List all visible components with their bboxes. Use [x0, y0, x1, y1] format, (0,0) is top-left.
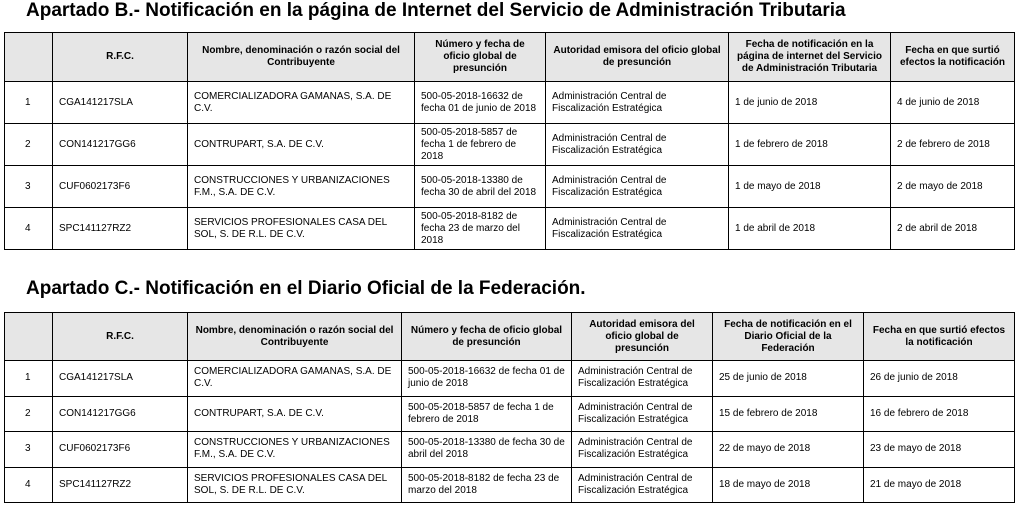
- table-row: [5, 124, 1015, 166]
- cell-authority: Administración Central de Fiscalización Estratégica: [572, 432, 713, 468]
- cell-name: CONSTRUCCIONES Y URBANIZACIONES F.M., S.A. DE C.V.: [188, 166, 415, 208]
- cell-index: 3: [5, 166, 53, 208]
- header-name: Nombre, denominación o razón social del Contribuyente: [188, 33, 415, 82]
- cell-effect-date: 23 de mayo de 2018: [864, 432, 1015, 468]
- table-row: [5, 467, 1015, 503]
- cell-effect-date: 2 de mayo de 2018: [891, 166, 1015, 208]
- cell-effect-date: 21 de mayo de 2018: [864, 467, 1015, 503]
- header-oficio: Número y fecha de oficio global de presunción: [402, 313, 572, 361]
- cell-oficio: 500-05-2018-16632 de fecha 01 de junio de 2018: [415, 82, 546, 124]
- cell-name: CONTRUPART, S.A. DE C.V.: [188, 124, 415, 166]
- cell-oficio: 500-05-2018-13380 de fecha 30 de abril del 2018: [402, 432, 572, 468]
- section-b-title: Apartado B.- Notificación en la página de Internet del Servicio de Administración Tributaria: [26, 0, 846, 21]
- cell-name: SERVICIOS PROFESIONALES CASA DEL SOL, S. DE R.L. DE C.V.: [188, 208, 415, 250]
- cell-index: 1: [5, 361, 53, 397]
- cell-name: COMERCIALIZADORA GAMANAS, S.A. DE C.V.: [188, 361, 402, 397]
- cell-rfc: CON141217GG6: [53, 396, 188, 432]
- cell-authority: Administración Central de Fiscalización Estratégica: [546, 208, 729, 250]
- cell-index: 3: [5, 432, 53, 468]
- cell-name: SERVICIOS PROFESIONALES CASA DEL SOL, S. DE R.L. DE C.V.: [188, 467, 402, 503]
- cell-notification-date: 1 de mayo de 2018: [729, 166, 891, 208]
- header-index: [5, 313, 53, 361]
- table-header-row: [5, 33, 1015, 82]
- header-effect-date: Fecha en que surtió efectos la notificación: [864, 313, 1015, 361]
- section-c-title: Apartado C.- Notificación en el Diario Oficial de la Federación.: [26, 278, 586, 299]
- header-name: Nombre, denominación o razón social del Contribuyente: [188, 313, 402, 361]
- header-authority: Autoridad emisora del oficio global de presunción: [546, 33, 729, 82]
- table-row: [5, 361, 1015, 397]
- header-index: [5, 33, 53, 82]
- cell-index: 4: [5, 467, 53, 503]
- cell-oficio: 500-05-2018-8182 de fecha 23 de marzo del 2018: [402, 467, 572, 503]
- table-row: [5, 432, 1015, 468]
- header-rfc: R.F.C.: [53, 313, 188, 361]
- cell-effect-date: 2 de febrero de 2018: [891, 124, 1015, 166]
- cell-authority: Administración Central de Fiscalización Estratégica: [546, 166, 729, 208]
- cell-effect-date: 2 de abril de 2018: [891, 208, 1015, 250]
- table-row: [5, 166, 1015, 208]
- cell-authority: Administración Central de Fiscalización Estratégica: [546, 124, 729, 166]
- cell-rfc: CUF0602173F6: [53, 432, 188, 468]
- cell-oficio: 500-05-2018-16632 de fecha 01 de junio de 2018: [402, 361, 572, 397]
- cell-authority: Administración Central de Fiscalización Estratégica: [572, 467, 713, 503]
- header-notification-date: Fecha de notificación en la página de internet del Servicio de Administración Tributaria: [729, 33, 891, 82]
- cell-oficio: 500-05-2018-5857 de fecha 1 de febrero de 2018: [415, 124, 546, 166]
- cell-rfc: SPC141127RZ2: [53, 208, 188, 250]
- table-row: [5, 82, 1015, 124]
- cell-name: CONTRUPART, S.A. DE C.V.: [188, 396, 402, 432]
- cell-index: 2: [5, 124, 53, 166]
- cell-authority: Administración Central de Fiscalización Estratégica: [572, 396, 713, 432]
- header-authority: Autoridad emisora del oficio global de presunción: [572, 313, 713, 361]
- cell-effect-date: 4 de junio de 2018: [891, 82, 1015, 124]
- cell-index: 2: [5, 396, 53, 432]
- cell-notification-date: 1 de febrero de 2018: [729, 124, 891, 166]
- cell-index: 1: [5, 82, 53, 124]
- cell-rfc: SPC141127RZ2: [53, 467, 188, 503]
- table-header-row: [5, 313, 1015, 361]
- cell-rfc: CGA141217SLA: [53, 361, 188, 397]
- cell-notification-date: 1 de junio de 2018: [729, 82, 891, 124]
- header-effect-date: Fecha en que surtió efectos la notificación: [891, 33, 1015, 82]
- cell-notification-date: 22 de mayo de 2018: [713, 432, 864, 468]
- cell-authority: Administración Central de Fiscalización Estratégica: [546, 82, 729, 124]
- cell-rfc: CUF0602173F6: [53, 166, 188, 208]
- cell-notification-date: 25 de junio de 2018: [713, 361, 864, 397]
- cell-effect-date: 26 de junio de 2018: [864, 361, 1015, 397]
- section-c-table: [4, 312, 1015, 503]
- header-notification-date: Fecha de notificación en el Diario Oficial de la Federación: [713, 313, 864, 361]
- table-row: [5, 208, 1015, 250]
- cell-notification-date: 18 de mayo de 2018: [713, 467, 864, 503]
- header-oficio: Número y fecha de oficio global de presunción: [415, 33, 546, 82]
- cell-effect-date: 16 de febrero de 2018: [864, 396, 1015, 432]
- cell-oficio: 500-05-2018-8182 de fecha 23 de marzo del 2018: [415, 208, 546, 250]
- cell-oficio: 500-05-2018-5857 de fecha 1 de febrero de 2018: [402, 396, 572, 432]
- cell-oficio: 500-05-2018-13380 de fecha 30 de abril del 2018: [415, 166, 546, 208]
- cell-authority: Administración Central de Fiscalización Estratégica: [572, 361, 713, 397]
- table-row: [5, 396, 1015, 432]
- header-rfc: R.F.C.: [53, 33, 188, 82]
- cell-notification-date: 15 de febrero de 2018: [713, 396, 864, 432]
- cell-rfc: CGA141217SLA: [53, 82, 188, 124]
- cell-index: 4: [5, 208, 53, 250]
- cell-name: COMERCIALIZADORA GAMANAS, S.A. DE C.V.: [188, 82, 415, 124]
- cell-name: CONSTRUCCIONES Y URBANIZACIONES F.M., S.A. DE C.V.: [188, 432, 402, 468]
- section-b-table: [4, 32, 1015, 250]
- cell-notification-date: 1 de abril de 2018: [729, 208, 891, 250]
- cell-rfc: CON141217GG6: [53, 124, 188, 166]
